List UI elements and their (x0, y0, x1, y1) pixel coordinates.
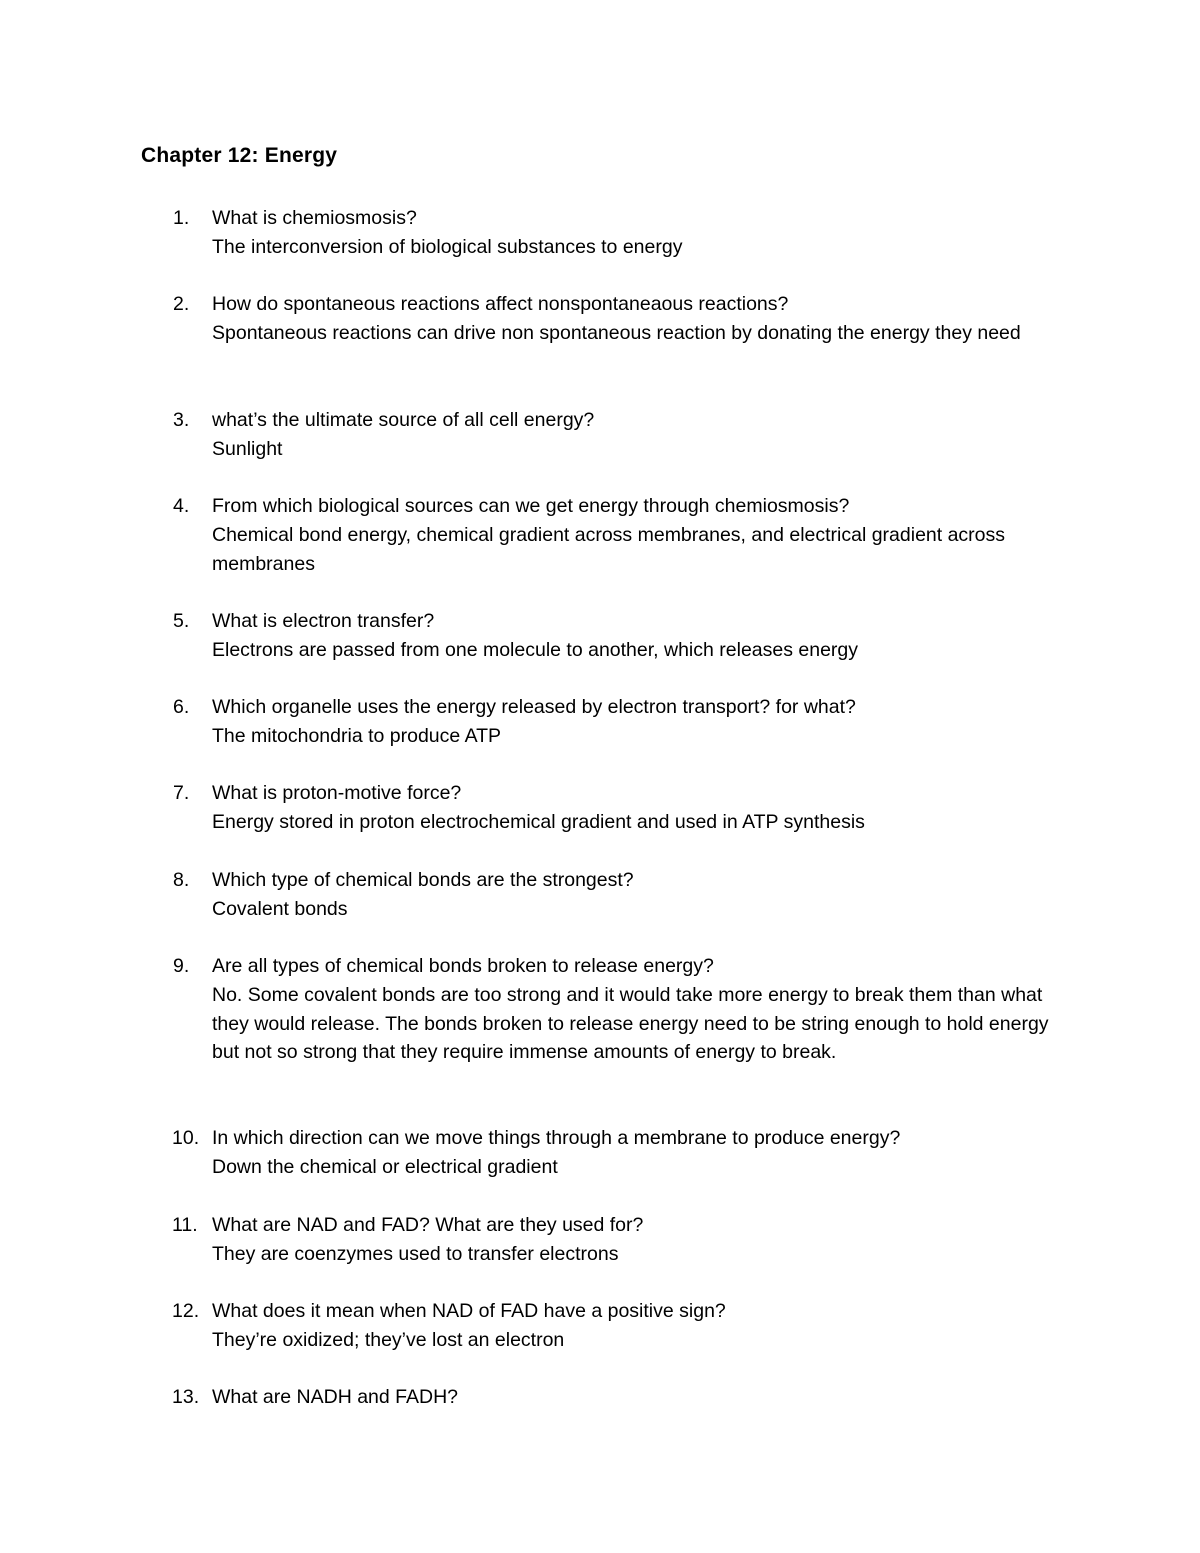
question-text: What is electron transfer? (212, 610, 435, 632)
question-text: What is chemiosmosis? (212, 207, 417, 229)
item-number: 7. (173, 782, 190, 804)
answer-text: No. Some covalent bonds are too strong and it would take more energy to break them than what they would release. The bonds broken to release energy need to be string enough to hold energy but not so strong that they require immense amounts of energy to break. (212, 983, 1049, 1064)
question-text: From which biological sources can we get energy through chemiosmosis? (212, 495, 850, 517)
item-number: 2. (173, 293, 190, 315)
item-number: 9. (173, 955, 190, 977)
answer-text: Down the chemical or electrical gradient (212, 1155, 558, 1178)
item-number: 3. (173, 409, 190, 431)
item-number: 6. (173, 696, 190, 718)
question-text: Are all types of chemical bonds broken to release energy? (212, 955, 714, 977)
question-text: What are NAD and FAD? What are they used for? (212, 1214, 644, 1236)
item-number: 12. (172, 1300, 200, 1322)
item-number: 8. (173, 869, 190, 891)
item-number: 11. (172, 1214, 198, 1236)
answer-text: Covalent bonds (212, 897, 348, 920)
question-text: In which direction can we move things through a membrane to produce energy? (212, 1127, 901, 1149)
question-text: What is proton-motive force? (212, 782, 462, 804)
answer-text: Spontaneous reactions can drive non spontaneous reaction by donating the energy they need (212, 321, 1021, 344)
item-number: 1. (173, 207, 190, 229)
answer-text: They’re oxidized; they’ve lost an electron (212, 1328, 565, 1351)
answer-text: The interconversion of biological substances to energy (212, 235, 683, 258)
question-text: What are NADH and FADH? (212, 1386, 459, 1408)
item-number: 4. (173, 495, 190, 517)
chapter-title: Chapter 12: Energy (141, 144, 338, 167)
answer-text: Electrons are passed from one molecule to another, which releases energy (212, 638, 859, 661)
question-text: Which type of chemical bonds are the strongest? (212, 869, 634, 891)
item-number: 5. (173, 610, 190, 632)
answer-text: Sunlight (212, 437, 283, 460)
question-text: How do spontaneous reactions affect nonspontaneaous reactions? (212, 293, 789, 315)
item-number: 10. (172, 1127, 200, 1149)
answer-text: Chemical bond energy, chemical gradient across membranes, and electrical gradient across membranes (212, 523, 1006, 575)
question-text: What does it mean when NAD of FAD have a positive sign? (212, 1300, 726, 1322)
question-text: Which organelle uses the energy released by electron transport? for what? (212, 696, 856, 718)
answer-text: Energy stored in proton electrochemical gradient and used in ATP synthesis (212, 810, 865, 833)
answer-text: They are coenzymes used to transfer electrons (212, 1242, 619, 1265)
answer-text: The mitochondria to produce ATP (212, 724, 502, 747)
item-number: 13. (172, 1386, 200, 1408)
question-text: what’s the ultimate source of all cell energy? (212, 409, 595, 431)
